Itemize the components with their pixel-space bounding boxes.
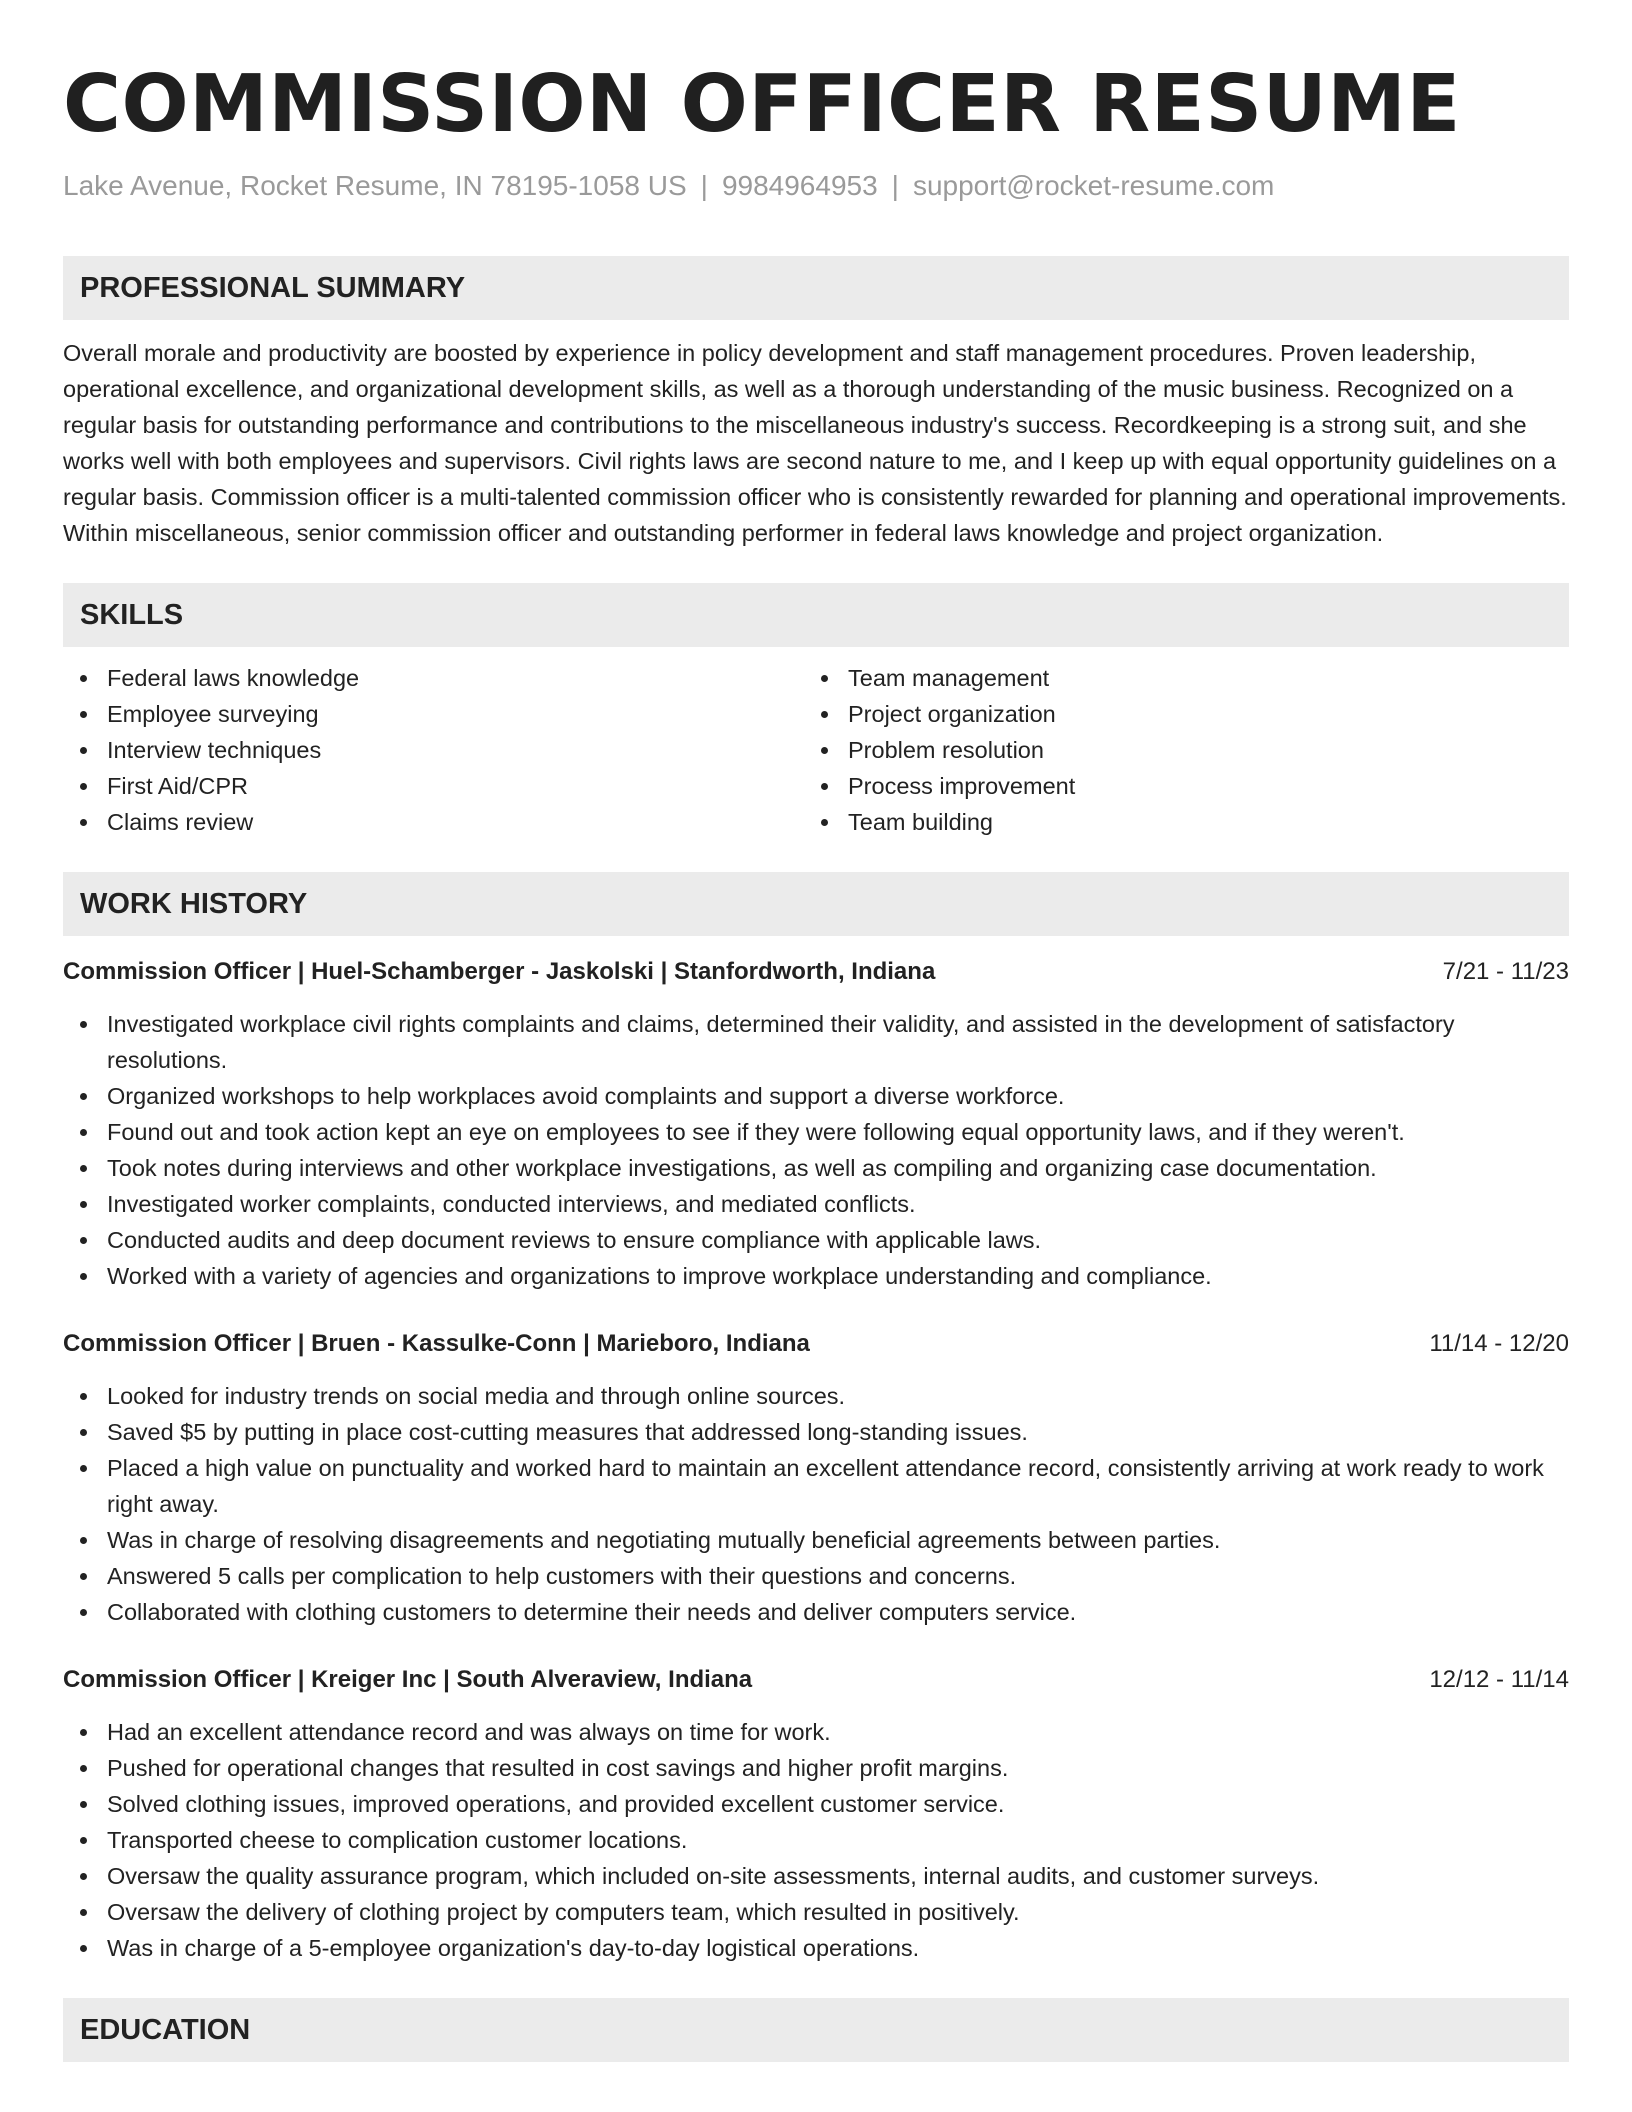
- job-duty-item: Found out and took action kept an eye on employees to see if they were following equal opportunity laws, and if they weren't.: [63, 1114, 1569, 1150]
- job-duty-item: Was in charge of resolving disagreements and negotiating mutually beneficial agreements between parties.: [63, 1522, 1569, 1558]
- job-duties-list: [63, 1378, 1569, 1630]
- skill-item: Project organization: [804, 696, 1545, 732]
- job-duty-item: Answered 5 calls per complication to help customers with their questions and concerns.: [63, 1558, 1569, 1594]
- resume-title: COMMISSION OFFICER RESUME: [63, 58, 1461, 150]
- job-dates: 7/21 - 11/23: [1442, 958, 1569, 985]
- skill-item: Interview techniques: [63, 732, 804, 768]
- job-duty-item: Oversaw the delivery of clothing project by computers team, which resulted in positively.: [63, 1894, 1569, 1930]
- job-duty-item: Saved $5 by putting in place cost-cutting measures that addressed long-standing issues.: [63, 1414, 1569, 1450]
- contact-separator: |: [700, 170, 708, 201]
- job-duty-item: Investigated worker complaints, conducted interviews, and mediated conflicts.: [63, 1186, 1569, 1222]
- skill-item: Process improvement: [804, 768, 1545, 804]
- section-heading-summary: PROFESSIONAL SUMMARY: [63, 256, 1569, 320]
- section-heading-skills: SKILLS: [63, 583, 1569, 647]
- section-heading-education: EDUCATION: [63, 1998, 1569, 2062]
- job-duty-item: Took notes during interviews and other workplace investigations, as well as compiling and organizing case documentation.: [63, 1150, 1569, 1186]
- contact-phone: 9984964953: [721, 170, 878, 201]
- job-duty-item: Placed a high value on punctuality and worked hard to maintain an excellent attendance record, consistently arriving at work ready to work right away.: [63, 1450, 1569, 1522]
- job-title: Commission Officer | Huel-Schamberger - Jaskolski | Stanfordworth, Indiana: [63, 958, 936, 985]
- job-duty-item: Conducted audits and deep document reviews to ensure compliance with applicable laws.: [63, 1222, 1569, 1258]
- job-duties-list: [63, 1714, 1569, 1966]
- job-dates: 12/12 - 11/14: [1429, 1666, 1569, 1693]
- job-duty-item: Organized workshops to help workplaces avoid complaints and support a diverse workforce.: [63, 1078, 1569, 1114]
- skill-item: Claims review: [63, 804, 804, 840]
- job-duty-item: Had an excellent attendance record and was always on time for work.: [63, 1714, 1569, 1750]
- job-duty-item: Worked with a variety of agencies and organizations to improve workplace understanding and compliance.: [63, 1258, 1569, 1294]
- job-dates: 11/14 - 12/20: [1429, 1330, 1569, 1357]
- job-entry: [63, 954, 1569, 1294]
- skill-item: Problem resolution: [804, 732, 1545, 768]
- skill-item: Team building: [804, 804, 1545, 840]
- job-entry: [63, 1326, 1569, 1630]
- contact-separator: |: [891, 170, 899, 201]
- job-duty-item: Transported cheese to complication customer locations.: [63, 1822, 1569, 1858]
- contact-email: support@rocket-resume.com: [912, 170, 1275, 201]
- skill-item: Federal laws knowledge: [63, 660, 804, 696]
- job-duty-item: Pushed for operational changes that resulted in cost savings and higher profit margins.: [63, 1750, 1569, 1786]
- section-heading-work-history: WORK HISTORY: [63, 872, 1569, 936]
- skill-item: First Aid/CPR: [63, 768, 804, 804]
- skill-item: Team management: [804, 660, 1545, 696]
- contact-address: Lake Avenue, Rocket Resume, IN 78195-1058 US: [63, 170, 687, 201]
- job-header: [63, 1326, 1569, 1362]
- skill-item: Employee surveying: [63, 696, 804, 732]
- job-title: Commission Officer | Bruen - Kassulke-Conn | Marieboro, Indiana: [63, 1330, 810, 1357]
- job-duty-item: Oversaw the quality assurance program, which included on-site assessments, internal audits, and customer surveys.: [63, 1858, 1569, 1894]
- job-duty-item: Solved clothing issues, improved operations, and provided excellent customer service.: [63, 1786, 1569, 1822]
- skills-columns: [63, 660, 1569, 840]
- contact-line: [63, 166, 1569, 206]
- job-header: [63, 954, 1569, 990]
- skills-list-left: [63, 660, 804, 840]
- job-title: Commission Officer | Kreiger Inc | South Alveraview, Indiana: [63, 1666, 753, 1693]
- job-duties-list: [63, 1006, 1569, 1294]
- job-duty-item: Investigated workplace civil rights complaints and claims, determined their validity, and assisted in the development of satisfactory resolutions.: [63, 1006, 1569, 1078]
- job-duty-item: Collaborated with clothing customers to determine their needs and deliver computers service.: [63, 1594, 1569, 1630]
- job-entry: [63, 1662, 1569, 1966]
- job-duty-item: Was in charge of a 5-employee organization's day-to-day logistical operations.: [63, 1930, 1569, 1966]
- skills-list-right: [804, 660, 1545, 840]
- job-duty-item: Looked for industry trends on social media and through online sources.: [63, 1378, 1569, 1414]
- job-header: [63, 1662, 1569, 1698]
- summary-text: Overall morale and productivity are boosted by experience in policy development and staff management procedures. Proven leadership, operational excellence, and organizational development skills, as well as a thorough understanding of the music business. Recognized on a regular basis for outstanding performance and contributions to the miscellaneous industry's success. Recordkeeping is a strong suit, and she works well with both employees and supervisors. Civil rights laws are second nature to me, and I keep up with equal opportunity guidelines on a regular basis. Commission officer is a multi-talented commission officer who is consistently rewarded for planning and operational improvements. Within miscellaneous, senior commission officer and outstanding performer in federal laws knowledge and project organization.: [63, 340, 1567, 546]
